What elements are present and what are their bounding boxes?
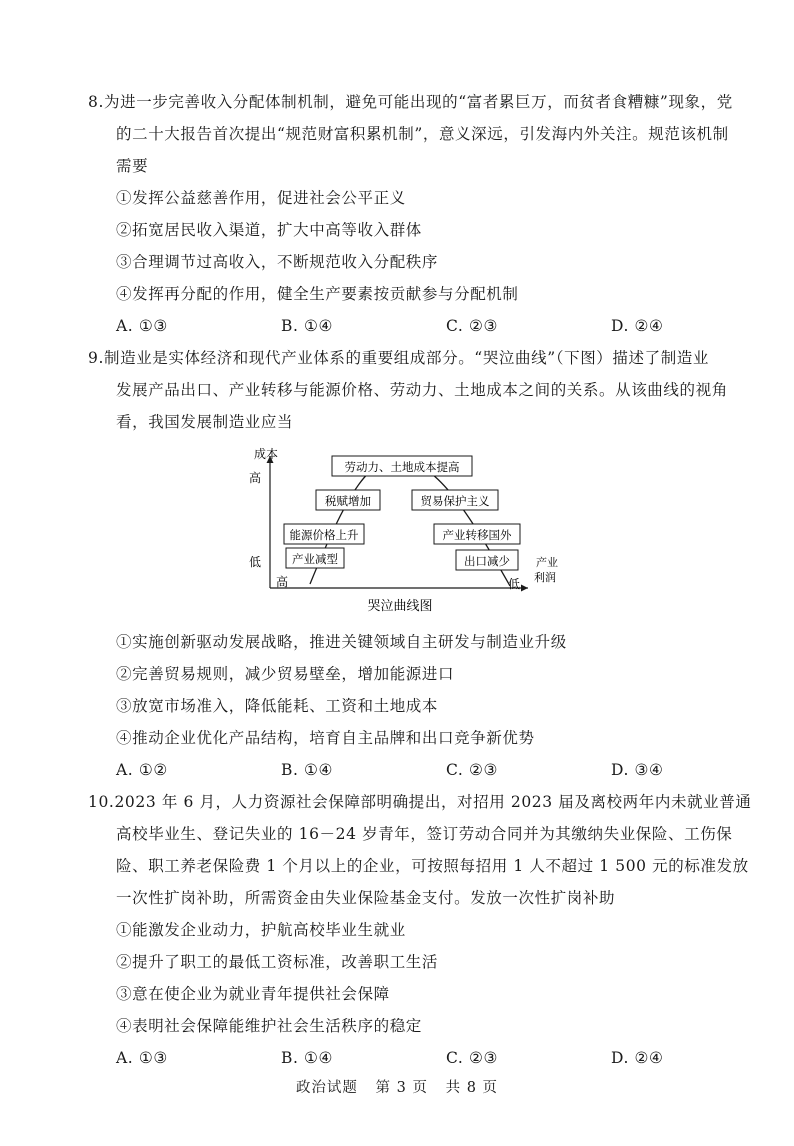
q10-choice-b[interactable]: B. ①④: [281, 1049, 334, 1067]
x-axis-label-1: 产业: [536, 556, 558, 569]
q9-option-1: ①实施创新驱动发展战略，推进关键领域自主研发与制造业升级: [116, 633, 567, 651]
q8-choice-a[interactable]: A. ①③: [116, 317, 168, 335]
q9-stem-line-3: 看，我国发展制造业应当: [116, 413, 294, 431]
footer-subject: 政治试题: [295, 1080, 358, 1096]
q8-choice-d[interactable]: D. ②④: [611, 317, 664, 335]
figure-caption: 哭泣曲线图: [367, 599, 433, 614]
box-left-1: [316, 490, 380, 510]
crying-curve-svg: [240, 446, 560, 616]
box-left-2: [284, 524, 364, 544]
q10-option-2: ②提升了职工的最低工资标准，改善职工生活: [116, 953, 439, 971]
crying-curve-figure: [240, 446, 560, 616]
question-10: [88, 786, 752, 1074]
q10-stem-line-3: 险、职工养老保险费 1 个月以上的企业，可按照每招用 1 人不超过 1 500 元的标准发放: [116, 857, 749, 875]
y-high-label: 高: [249, 471, 262, 485]
q9-option-2: ②完善贸易规则，减少贸易壁垒，增加能源进口: [116, 665, 455, 683]
q10-stem-line-4: 一次性扩岗补助，所需资金由失业保险基金支付。发放一次性扩岗补助: [116, 889, 616, 907]
q8-choices: [88, 310, 718, 342]
q9-choice-c[interactable]: C. ②③: [446, 761, 498, 779]
footer-page: 第 3 页: [375, 1080, 428, 1096]
x-low-label: 低: [508, 577, 521, 591]
box-right-3: [456, 550, 518, 570]
x-high-label: 高: [276, 575, 289, 589]
box-left-1-text: 税赋增加: [325, 494, 371, 508]
box-right-3-text: 出口减少: [464, 554, 510, 568]
q8-choice-c[interactable]: C. ②③: [446, 317, 498, 335]
q9-option-3: ③放宽市场准入，降低能耗、工资和土地成本: [116, 697, 439, 715]
q8-stem-line-1: 8.为进一步完善收入分配体制机制，避免可能出现的“富者累巨万，而贫者食糟糠”现象，党: [88, 93, 733, 111]
q10-option-1: ①能激发企业动力，护航高校毕业生就业: [116, 921, 406, 939]
q10-choice-a[interactable]: A. ①③: [116, 1049, 168, 1067]
q10-option-3: ③意在使企业为就业青年提供社会保障: [116, 985, 390, 1003]
box-top-text: 劳动力、土地成本提高: [344, 460, 460, 474]
q8-stem-line-2: 的二十大报告首次提出“规范财富积累机制”，意义深远，引发海内外关注。规范该机制: [116, 125, 729, 143]
q9-choices: [88, 754, 718, 786]
q9-choice-b[interactable]: B. ①④: [281, 761, 334, 779]
x-axis-label-2: 利润: [534, 571, 556, 584]
box-right-1: [412, 490, 498, 510]
box-right-1-text: 贸易保护主义: [420, 494, 490, 508]
q10-option-4: ④表明社会保障能维护社会生活秩序的稳定: [116, 1017, 422, 1035]
q10-stem-line-2: 高校毕业生、登记失业的 16－24 岁青年，签订劳动合同并为其缴纳失业保险、工伤保: [116, 825, 733, 843]
q9-stem-line-2: 发展产品出口、产业转移与能源价格、劳动力、土地成本之间的关系。从该曲线的视角: [116, 381, 728, 399]
box-left-3-text: 产业减型: [292, 552, 338, 566]
box-right-2-text: 产业转移国外: [442, 528, 512, 542]
footer-total: 共 8 页: [445, 1080, 499, 1096]
y-axis-label: 成本: [254, 447, 279, 461]
q8-option-2: ②拓宽居民收入渠道，扩大中高等收入群体: [116, 221, 422, 239]
q10-choice-c[interactable]: C. ②③: [446, 1049, 498, 1067]
q9-stem-line-1: 9.制造业是实体经济和现代产业体系的重要组成部分。“哭泣曲线”（下图）描述了制造业: [88, 349, 709, 367]
q9-choice-d[interactable]: D. ③④: [611, 761, 664, 779]
question-9-options: [88, 626, 718, 786]
q10-choice-d[interactable]: D. ②④: [611, 1049, 664, 1067]
q10-stem-line-1: 10.2023 年 6 月，人力资源社会保障部明确提出，对招用 2023 届及离校两年内未就业普通: [88, 793, 752, 811]
q10-choices: [88, 1042, 718, 1074]
q8-stem-line-3: 需要: [116, 157, 149, 175]
box-top: [332, 456, 472, 476]
page-footer: [0, 1076, 794, 1097]
q8-option-1: ①发挥公益慈善作用，促进社会公平正义: [116, 189, 406, 207]
q9-option-4: ④推动企业优化产品结构，培育自主品牌和出口竞争新优势: [116, 729, 535, 747]
box-left-2-text: 能源价格上升: [289, 528, 359, 542]
q8-option-4: ④发挥再分配的作用，健全生产要素按贡献参与分配机制: [116, 285, 519, 303]
q9-choice-a[interactable]: A. ①②: [116, 761, 168, 779]
question-9: [88, 342, 728, 438]
q8-option-3: ③合理调节过高收入，不断规范收入分配秩序: [116, 253, 439, 271]
question-8: [88, 86, 733, 342]
q8-choice-b[interactable]: B. ①④: [281, 317, 334, 335]
y-low-label: 低: [249, 555, 262, 569]
box-right-2: [434, 524, 520, 544]
box-left-3: [286, 548, 344, 568]
